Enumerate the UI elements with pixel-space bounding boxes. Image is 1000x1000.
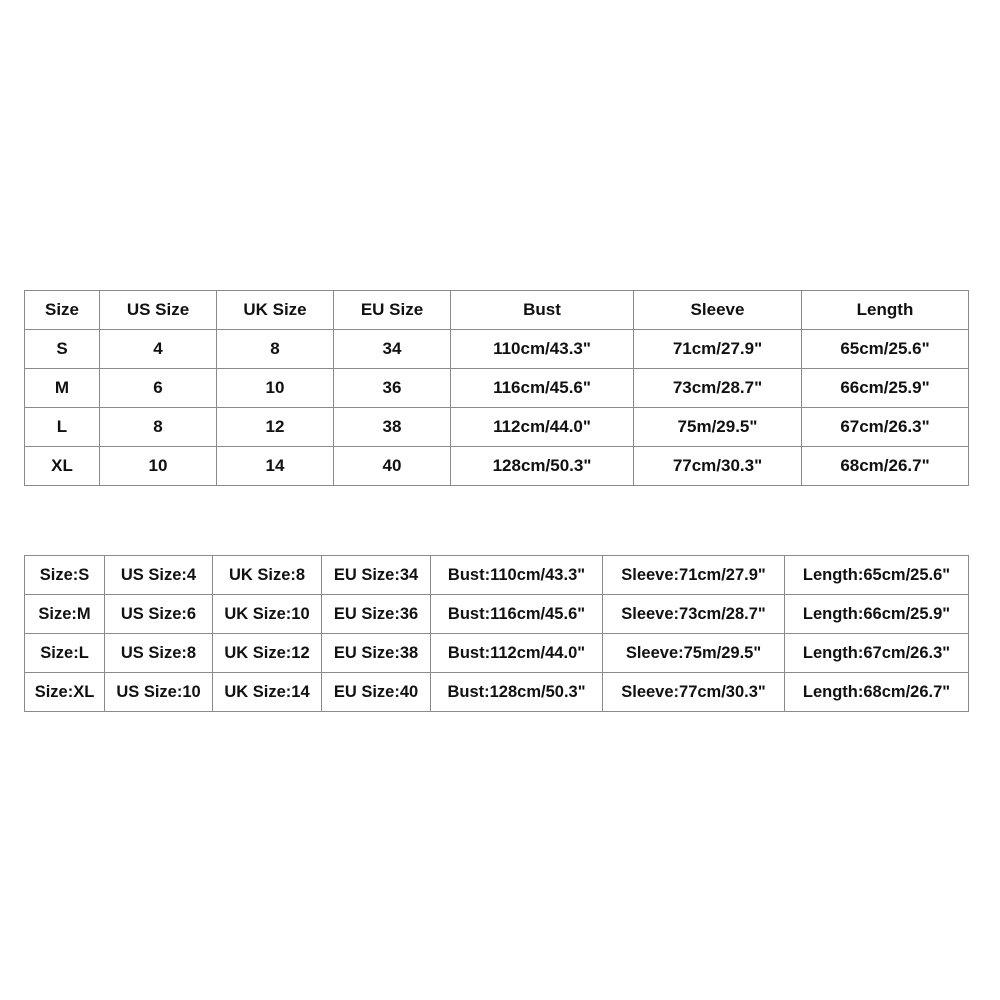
header-eu-size: EU Size — [334, 291, 451, 330]
table-cell: EU Size:40 — [322, 673, 431, 712]
table-cell: EU Size:38 — [322, 634, 431, 673]
table-cell: US Size:8 — [105, 634, 213, 673]
header-sleeve: Sleeve — [634, 291, 802, 330]
table-cell: S — [25, 330, 100, 369]
header-size: Size — [25, 291, 100, 330]
table-cell: 73cm/28.7" — [634, 369, 802, 408]
table-cell: Sleeve:71cm/27.9" — [603, 556, 785, 595]
table-cell: 40 — [334, 447, 451, 486]
table-row — [25, 673, 969, 712]
table-cell: UK Size:10 — [213, 595, 322, 634]
table-cell: M — [25, 369, 100, 408]
table-row — [25, 408, 969, 447]
table-cell: US Size:4 — [105, 556, 213, 595]
table-cell: EU Size:34 — [322, 556, 431, 595]
table-cell: Size:XL — [25, 673, 105, 712]
table-cell: Sleeve:77cm/30.3" — [603, 673, 785, 712]
table-cell: 75m/29.5" — [634, 408, 802, 447]
table-cell: 128cm/50.3" — [451, 447, 634, 486]
table-cell: 71cm/27.9" — [634, 330, 802, 369]
table-cell: 65cm/25.6" — [802, 330, 969, 369]
table-cell: EU Size:36 — [322, 595, 431, 634]
table-cell: 110cm/43.3" — [451, 330, 634, 369]
table-cell: 8 — [100, 408, 217, 447]
table-cell: 66cm/25.9" — [802, 369, 969, 408]
header-length: Length — [802, 291, 969, 330]
table-cell: Length:65cm/25.6" — [785, 556, 969, 595]
table-row — [25, 330, 969, 369]
table-cell: Sleeve:73cm/28.7" — [603, 595, 785, 634]
table-cell: L — [25, 408, 100, 447]
table-cell: Length:67cm/26.3" — [785, 634, 969, 673]
table-cell: Bust:128cm/50.3" — [431, 673, 603, 712]
table-cell: 38 — [334, 408, 451, 447]
table-cell: 116cm/45.6" — [451, 369, 634, 408]
size-chart-table — [24, 290, 969, 486]
table-cell: Bust:110cm/43.3" — [431, 556, 603, 595]
table-cell: UK Size:14 — [213, 673, 322, 712]
table-row — [25, 369, 969, 408]
table-cell: US Size:6 — [105, 595, 213, 634]
table-cell: Size:L — [25, 634, 105, 673]
table-row — [25, 595, 969, 634]
table-cell: US Size:10 — [105, 673, 213, 712]
table-cell: 34 — [334, 330, 451, 369]
table-row — [25, 634, 969, 673]
table-cell: Length:66cm/25.9" — [785, 595, 969, 634]
table-cell: 67cm/26.3" — [802, 408, 969, 447]
table-cell: 8 — [217, 330, 334, 369]
table-row — [25, 447, 969, 486]
table-cell: Bust:116cm/45.6" — [431, 595, 603, 634]
table-cell: 14 — [217, 447, 334, 486]
table-cell: 10 — [217, 369, 334, 408]
header-bust: Bust — [451, 291, 634, 330]
table-cell: 6 — [100, 369, 217, 408]
table-cell: UK Size:12 — [213, 634, 322, 673]
table-cell: Bust:112cm/44.0" — [431, 634, 603, 673]
table-cell: Length:68cm/26.7" — [785, 673, 969, 712]
table-cell: 4 — [100, 330, 217, 369]
table-cell: 10 — [100, 447, 217, 486]
table-cell: 68cm/26.7" — [802, 447, 969, 486]
table-cell: 77cm/30.3" — [634, 447, 802, 486]
header-us-size: US Size — [100, 291, 217, 330]
table-cell: Size:S — [25, 556, 105, 595]
table-cell: 12 — [217, 408, 334, 447]
table-cell: UK Size:8 — [213, 556, 322, 595]
header-uk-size: UK Size — [217, 291, 334, 330]
size-chart-labeled-table — [24, 555, 969, 712]
table-cell: Sleeve:75m/29.5" — [603, 634, 785, 673]
table-cell: XL — [25, 447, 100, 486]
table-cell: 36 — [334, 369, 451, 408]
table-row — [25, 556, 969, 595]
table-cell: 112cm/44.0" — [451, 408, 634, 447]
table-header-row — [25, 291, 969, 330]
table-cell: Size:M — [25, 595, 105, 634]
